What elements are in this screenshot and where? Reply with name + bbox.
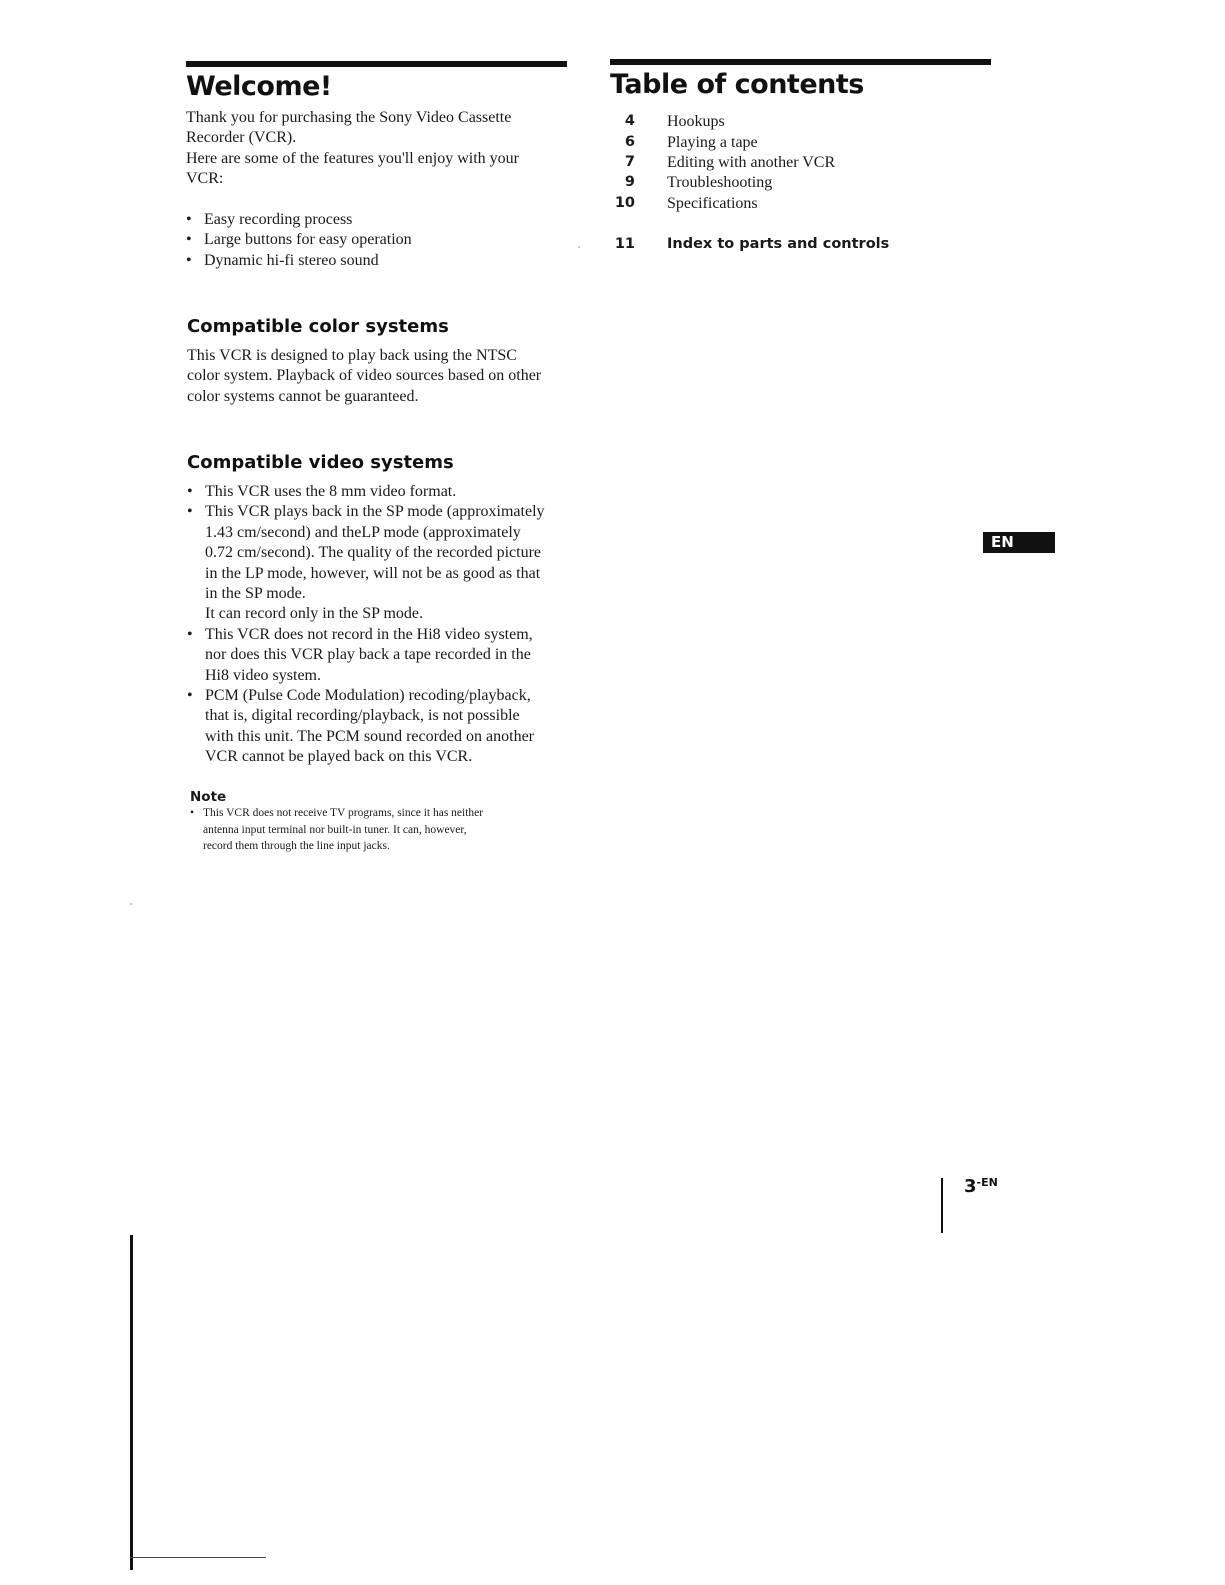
color-line: This VCR is designed to play back using the NTSC xyxy=(187,347,517,364)
toc-entry[interactable] xyxy=(608,154,988,174)
bullet-line: 1.43 cm/second) and theLP mode (approximately xyxy=(205,523,521,541)
video-bullet xyxy=(187,502,587,624)
toc-page-number: 6 xyxy=(624,134,635,150)
bullet-line: • PCM (Pulse Code Modulation) recoding/playback, xyxy=(205,687,531,705)
toc-top-rule xyxy=(610,59,991,65)
toc-page-number: 11 xyxy=(614,236,635,252)
bullet-line: Hi8 video system. xyxy=(205,666,321,684)
feature-item xyxy=(186,210,576,230)
note-line: • This VCR does not receive TV programs, since it has neither xyxy=(203,807,484,819)
feature-item xyxy=(186,251,576,271)
bullet-line: It can record only in the SP mode. xyxy=(205,605,424,623)
bottom-edge-rule xyxy=(130,1557,266,1558)
feature-text: Easy recording process xyxy=(204,211,353,228)
color-systems-text xyxy=(187,346,587,407)
bullet-line: • This VCR does not record in the Hi8 video system, xyxy=(205,625,533,643)
feature-text: Large buttons for easy operation xyxy=(204,231,412,249)
toc-entry[interactable] xyxy=(608,113,988,133)
bullet-line: • This VCR plays back in the SP mode (approximately xyxy=(205,503,545,521)
welcome-intro xyxy=(186,108,576,190)
video-systems-heading: Compatible video systems xyxy=(187,452,454,473)
color-line: color system. Playback of video sources based on other xyxy=(187,367,542,385)
bullet-line: VCR cannot be played back on this VCR. xyxy=(205,748,473,766)
welcome-top-rule xyxy=(186,61,567,67)
feature-text: Dynamic hi-fi stereo sound xyxy=(204,251,379,269)
note-text xyxy=(190,805,583,855)
page-number-digit: 3 xyxy=(964,1176,977,1197)
intro-line: Thank you for purchasing the Sony Video Cassette xyxy=(186,109,512,126)
toc-page-number: 4 xyxy=(624,113,635,129)
intro-line: Recorder (VCR). xyxy=(186,129,297,147)
toc-entry-title: Index to parts and controls xyxy=(667,236,890,252)
page-number-bar xyxy=(941,1178,943,1233)
welcome-heading: Welcome! xyxy=(186,71,332,102)
toc-entry-title: Editing with another VCR xyxy=(667,154,836,171)
bullet-line: 0.72 cm/second). The quality of the recorded picture xyxy=(205,544,542,562)
toc-page-number: 9 xyxy=(624,174,635,190)
page-number-suffix: -EN xyxy=(976,1176,998,1189)
toc-entry-title: Specifications xyxy=(667,195,758,212)
toc-entry-title: Hookups xyxy=(667,113,725,130)
note-line: record them through the line input jacks. xyxy=(203,840,390,852)
page-number xyxy=(964,1176,998,1197)
color-systems-heading: Compatible color systems xyxy=(187,316,449,337)
binding-edge-line xyxy=(130,1235,133,1570)
video-bullet xyxy=(187,686,587,768)
toc-entry-title: Troubleshooting xyxy=(667,174,773,191)
video-systems-list xyxy=(187,482,587,768)
toc-page-number: 7 xyxy=(624,154,635,170)
feature-item xyxy=(186,230,576,250)
toc-entry[interactable] xyxy=(608,174,988,194)
scan-speck xyxy=(130,903,132,905)
bullet-line: • This VCR uses the 8 mm video format. xyxy=(205,483,457,500)
bullet-line: nor does this VCR play back a tape recorded in the xyxy=(205,646,531,664)
video-bullet xyxy=(187,625,587,686)
toc-page-number: 10 xyxy=(614,195,635,211)
toc-entry[interactable] xyxy=(608,134,988,154)
color-line: color systems cannot be guaranteed. xyxy=(187,387,419,405)
scan-speck xyxy=(578,246,580,248)
toc-entry[interactable] xyxy=(608,236,988,256)
video-bullet xyxy=(187,482,587,502)
note-label: Note xyxy=(190,789,227,805)
intro-line: VCR: xyxy=(186,170,224,188)
bullet-line: with this unit. The PCM sound recorded on another xyxy=(205,727,534,745)
toc-entry[interactable] xyxy=(608,195,988,215)
bullet-line: in the SP mode. xyxy=(205,585,306,603)
bullet-line: in the LP mode, however, will not be as good as that xyxy=(205,564,541,582)
intro-line: Here are some of the features you'll enjoy with your xyxy=(186,149,519,167)
bullet-line: that is, digital recording/playback, is not possible xyxy=(205,707,520,725)
feature-list xyxy=(186,210,576,271)
note-line: antenna input terminal nor built-in tuner. It can, however, xyxy=(203,823,467,836)
toc-entry-title: Playing a tape xyxy=(667,134,758,151)
toc-heading: Table of contents xyxy=(610,69,864,100)
language-tab: EN xyxy=(983,532,1055,553)
